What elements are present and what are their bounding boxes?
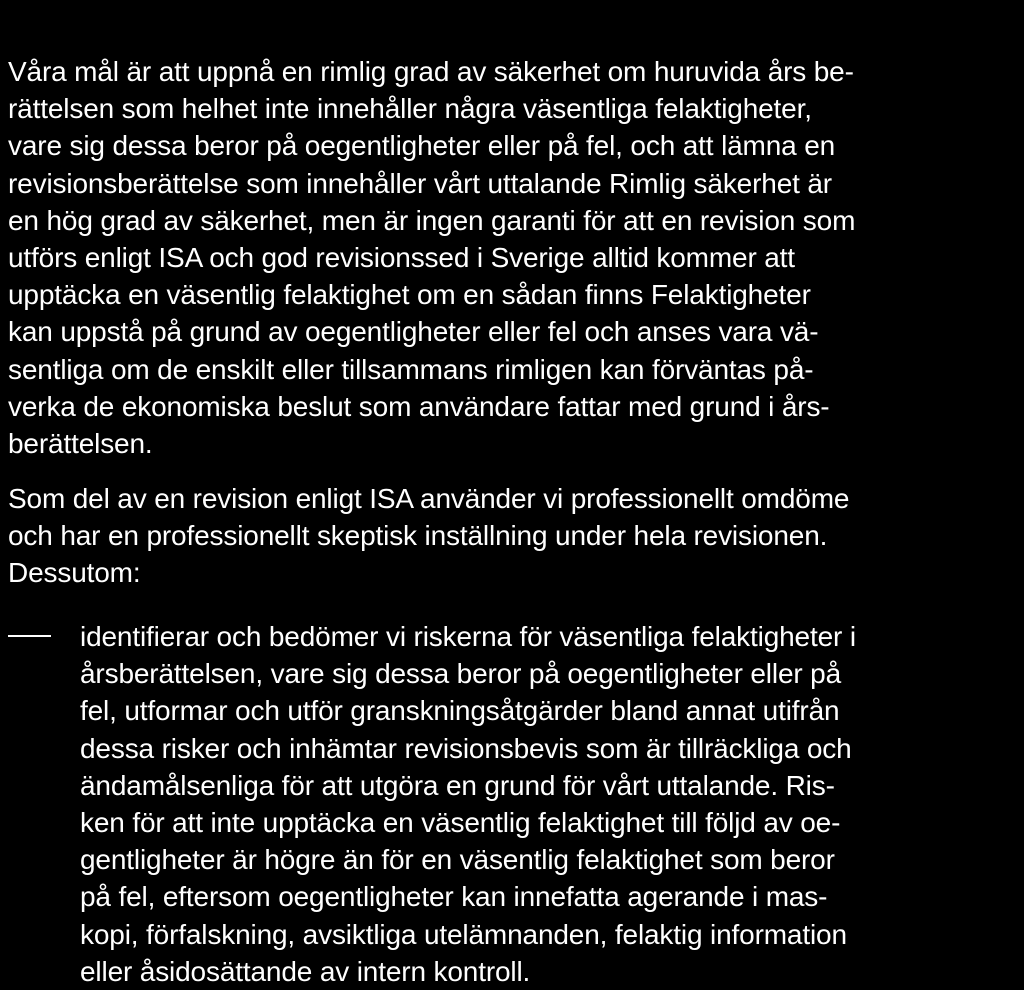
paragraph-line: upptäcka en väsentlig felaktighet om en sådan finns Felaktigheter	[8, 279, 811, 311]
dash-bullet-icon	[8, 635, 51, 637]
paragraph-line: Våra mål är att uppnå en rimlig grad av säkerhet om huruvida års be-	[8, 56, 854, 87]
paragraph-line: sentliga om de enskilt eller tillsammans rimligen kan förväntas på-	[8, 353, 814, 385]
bullet-line: på fel, eftersom oegentligheter kan innefatta agerande i mas-	[80, 881, 828, 913]
bullet-line: kopi, förfalskning, avsiktliga utelämnanden, felaktig information	[80, 918, 847, 950]
paragraph-line: rättelsen som helhet inte innehåller några väsentliga felaktigheter,	[8, 93, 812, 125]
paragraph-line: verka de ekonomiska beslut som användare fattar med grund i års-	[8, 390, 830, 422]
bullet-line: eller åsidosättande av intern kontroll.	[80, 955, 531, 987]
bullet-line: fel, utformar och utför granskningsåtgärder bland annat utifrån	[80, 695, 840, 727]
bullet-line: årsberättelsen, vare sig dessa beror på oegentligheter eller på	[80, 658, 842, 690]
bullet-item-risk-assessment	[80, 618, 1012, 990]
paragraph-line: Dessutom:	[8, 557, 141, 589]
paragraph-line: utförs enligt ISA och god revisionssed i Sverige alltid kommer att	[8, 242, 795, 274]
paragraph-line: en hög grad av säkerhet, men är ingen garanti för att en revision som	[8, 204, 856, 236]
paragraph-audit-objectives	[8, 53, 1012, 462]
paragraph-line: vare sig dessa beror på oegentligheter eller på fel, och att lämna en	[8, 130, 836, 162]
paragraph-line: revisionsberättelse som innehåller vårt uttalande Rimlig säkerhet är	[8, 167, 832, 199]
bullet-line: ken för att inte upptäcka en väsentlig felaktighet till följd av oe-	[80, 807, 841, 839]
paragraph-line: Som del av en revision enligt ISA använder vi professionellt omdöme	[8, 483, 850, 514]
paragraph-line: kan uppstå på grund av oegentligheter eller fel och anses vara vä-	[8, 316, 819, 348]
paragraph-professional-judgement	[8, 480, 1012, 592]
bullet-line: gentligheter är högre än för en väsentlig felaktighet som beror	[80, 844, 835, 876]
bullet-line: identifierar och bedömer vi riskerna för väsentliga felaktigheter i	[80, 621, 856, 652]
paragraph-line: berättelsen.	[8, 428, 153, 460]
bullet-line: ändamålsenliga för att utgöra en grund för vårt uttalande. Ris-	[80, 769, 835, 801]
bullet-line: dessa risker och inhämtar revisionsbevis som är tillräckliga och	[80, 732, 852, 764]
paragraph-line: och har en professionellt skeptisk inställning under hela revisionen.	[8, 520, 828, 552]
